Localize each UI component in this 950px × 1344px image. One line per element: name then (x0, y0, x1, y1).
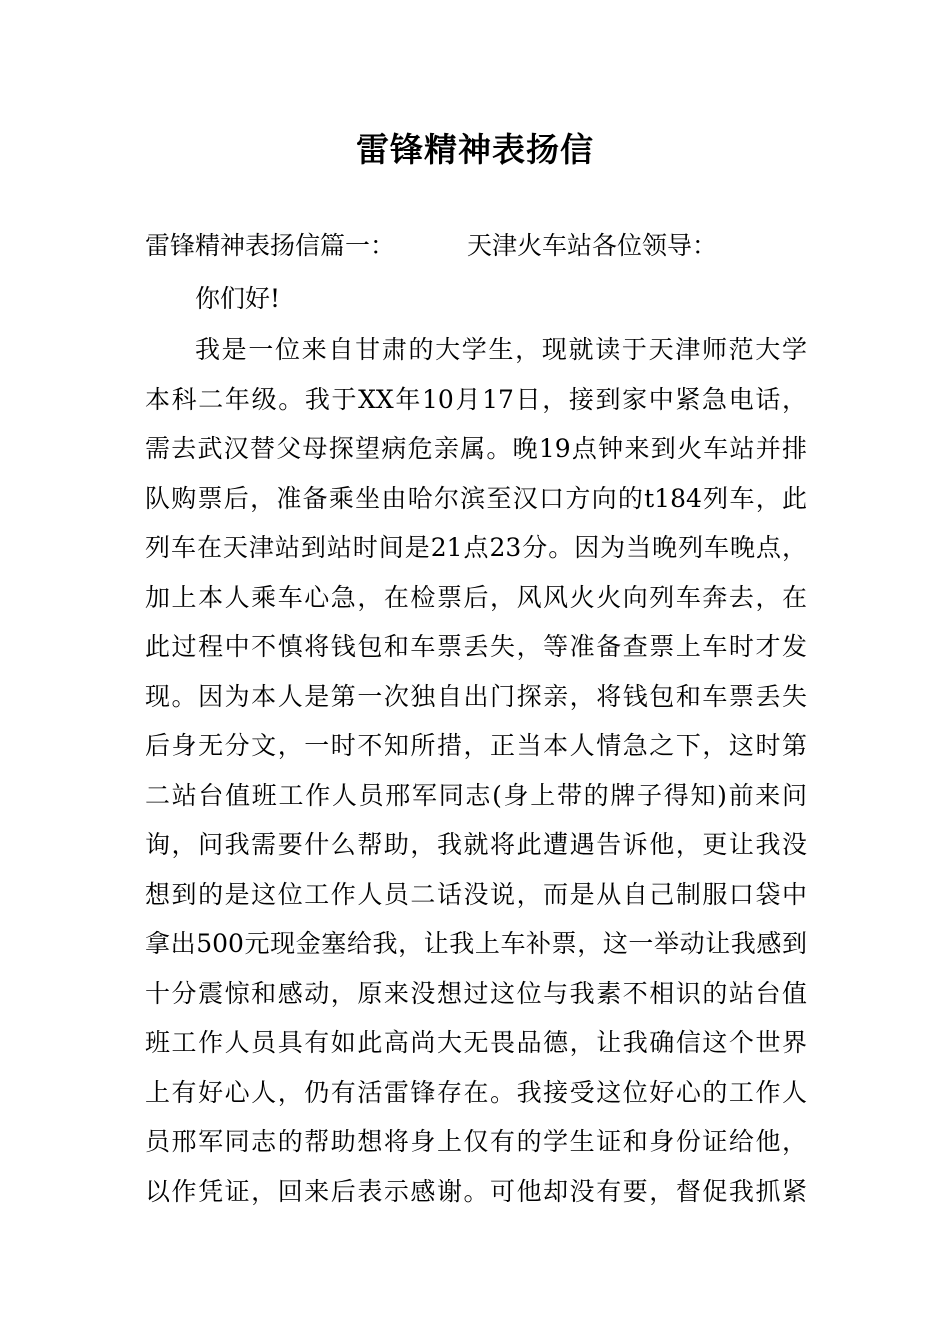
body-line: 班工作人员具有如此高尚大无畏品德，让我确信这个世界 (145, 1028, 807, 1057)
body-line: 列车在天津站到站时间是21点23分。因为当晚列车晚点， (145, 533, 807, 562)
greeting: 你们好! (195, 284, 281, 313)
body-line: 队购票后，准备乘坐由哈尔滨至汉口方向的t184列车，此 (145, 483, 807, 513)
body-line: 拿出500元现金塞给我，让我上车补票，这一举动让我感到 (145, 929, 807, 958)
salutation: 天津火车站各位领导： (467, 231, 718, 260)
body-line: 想到的是这位工作人员二话没说，而是从自己制服口袋中 (145, 879, 807, 909)
body-line: 后身无分文，一时不知所措，正当本人情急之下，这时第 (145, 731, 807, 760)
body-line: 需去武汉替父母探望病危亲属。晚19点钟来到火车站并排 (145, 434, 807, 463)
body-line: 十分震惊和感动，原来没想过这位与我素不相识的站台值 (145, 978, 807, 1008)
body-line: 以作凭证，回来后表示感谢。可他却没有要，督促我抓紧 (145, 1176, 807, 1206)
heading-prefix: 雷锋精神表扬信篇一： (145, 231, 396, 260)
body-line: 询，问我需要什么帮助，我就将此遭遇告诉他，更让我没 (145, 830, 807, 859)
body-line: 本科二年级。我于XX年10月17日，接到家中紧急电话， (145, 384, 807, 414)
document-title: 雷锋精神表扬信 (356, 130, 594, 169)
body-line: 现。因为本人是第一次独自出门探亲，将钱包和车票丢失 (145, 681, 807, 711)
body-line: 加上本人乘车心急，在检票后，风风火火向列车奔去，在 (145, 582, 807, 612)
body-line: 员邢军同志的帮助想将身上仅有的学生证和身份证给他， (145, 1127, 807, 1156)
body-line: 上有好心人，仍有活雷锋存在。我接受这位好心的工作人 (145, 1077, 807, 1107)
body-line: 二站台值班工作人员邢军同志(身上带的牌子得知)前来问 (145, 780, 807, 810)
body-line: 此过程中不慎将钱包和车票丢失，等准备查票上车时才发 (145, 632, 807, 661)
heading-line (145, 221, 807, 271)
body-line: 我是一位来自甘肃的大学生，现就读于天津师范大学 (195, 335, 807, 364)
